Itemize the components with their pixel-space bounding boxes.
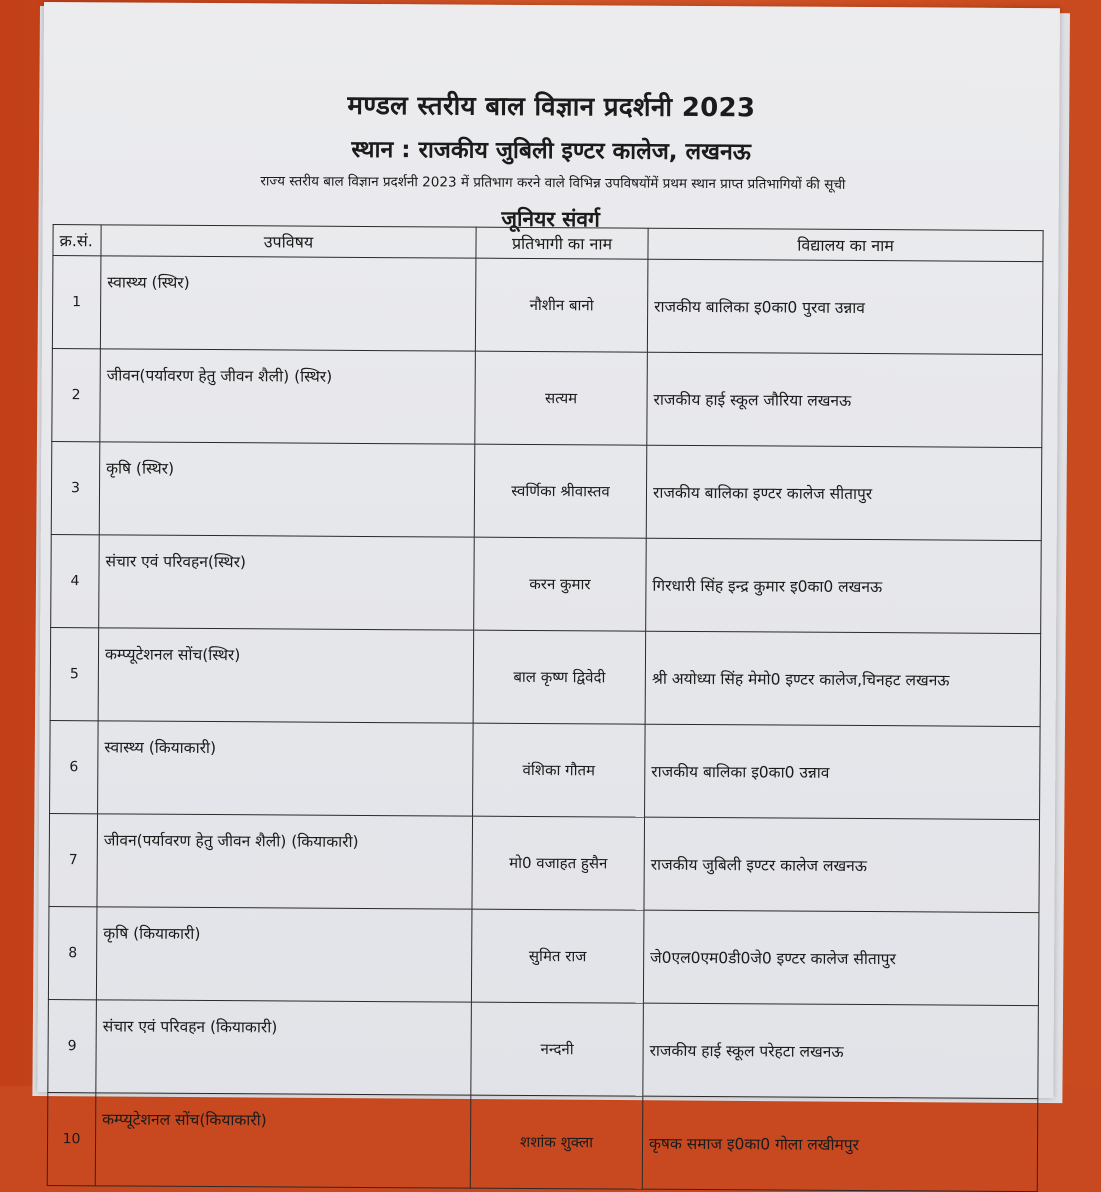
row-participant: करन कुमार: [474, 537, 647, 631]
row-participant: नन्दनी: [471, 1002, 644, 1096]
table-row: [52, 349, 1043, 448]
row-subtopic: स्वास्थ्य (स्थिर): [100, 256, 476, 351]
table-row: [51, 535, 1042, 634]
row-participant: स्वर्णिका श्रीवास्तव: [474, 444, 647, 538]
header-participant: प्रतिभागी का नाम: [476, 227, 648, 259]
table-row: [50, 628, 1041, 727]
row-sn: 5: [50, 628, 99, 721]
row-participant: सत्यम: [475, 351, 648, 445]
row-sn: 6: [50, 721, 99, 814]
table-body: [47, 256, 1043, 1192]
row-subtopic: कृषि (स्थिर): [99, 442, 475, 537]
row-sn: 7: [49, 814, 98, 907]
row-sn: 8: [48, 907, 97, 1000]
row-sn: 4: [51, 535, 100, 628]
document-subtitle: राज्य स्तरीय बाल विज्ञान प्रदर्शनी 2023 में प्रतिभाग करने वाले विभिन्न उपविषयोंमें प्रथम स्थान प्राप्त प्रतिभागियों की सूची: [260, 173, 846, 193]
row-subtopic: कम्प्यूटेशनल सोंच(स्थिर): [98, 628, 474, 723]
row-school: श्री अयोध्या सिंह मेमो0 इण्टर कालेज,चिनहट लखनऊ: [645, 631, 1041, 726]
table-row: [48, 907, 1039, 1006]
row-participant: सुमित राज: [471, 909, 644, 1003]
row-participant: वंशिका गौतम: [473, 723, 646, 817]
header-subtopic: उपविषय: [101, 225, 476, 258]
row-participant: बाल कृष्ण द्विवेदी: [473, 630, 646, 724]
table-row: [50, 721, 1041, 820]
row-school: कृषक समाज इ0का0 गोला लखीमपुर: [642, 1096, 1038, 1191]
row-school: जे0एल0एम0डी0जे0 इण्टर कालेज सीतापुर: [643, 910, 1039, 1005]
table-row: [52, 256, 1043, 355]
document-title: मण्डल स्तरीय बाल विज्ञान प्रदर्शनी 2023: [347, 90, 756, 124]
row-participant: मो0 वजाहत हुसैन: [472, 816, 645, 910]
header-sn: क्र.सं.: [53, 225, 101, 256]
venue-line: स्थान : राजकीय जुबिली इण्टर कालेज, लखनऊ: [351, 136, 751, 166]
table-row: [49, 814, 1040, 913]
row-subtopic: जीवन(पर्यावरण हेतु जीवन शैली) (कियाकारी): [97, 814, 473, 909]
row-school: राजकीय हाई स्कूल जौरिया लखनऊ: [647, 352, 1043, 447]
row-subtopic: जीवन(पर्यावरण हेतु जीवन शैली) (स्थिर): [100, 349, 476, 444]
row-sn: 9: [48, 1000, 97, 1093]
row-school: गिरधारी सिंह इन्द्र कुमार इ0का0 लखनऊ: [646, 538, 1042, 633]
document-sheet: [37, 2, 1060, 1154]
row-school: राजकीय बालिका इ0का0 उन्नाव: [645, 724, 1041, 819]
row-subtopic: संचार एवं परिवहन(स्थिर): [99, 535, 475, 630]
row-participant: शशांक शुक्ला: [470, 1095, 643, 1189]
row-sn: 2: [52, 349, 101, 442]
row-school: राजकीय बालिका इ0का0 पुरवा उन्नाव: [647, 259, 1043, 354]
row-sn: 10: [47, 1093, 96, 1186]
row-subtopic: स्वास्थ्य (कियाकारी): [98, 721, 474, 816]
table-row: [48, 1000, 1039, 1099]
row-school: राजकीय बालिका इण्टर कालेज सीतापुर: [646, 445, 1042, 540]
header-school: विद्यालय का नाम: [648, 228, 1043, 261]
table-row: [51, 442, 1042, 541]
category-heading: जूनियर संवर्ग: [501, 206, 600, 232]
table-row: [47, 1093, 1038, 1192]
row-school: राजकीय हाई स्कूल परेहटा लखनऊ: [643, 1003, 1039, 1098]
row-sn: 3: [51, 442, 100, 535]
row-subtopic: कम्प्यूटेशनल सोंच(कियाकारी): [95, 1093, 471, 1188]
row-subtopic: संचार एवं परिवहन (कियाकारी): [96, 1000, 472, 1095]
results-table: [47, 224, 1044, 1192]
row-subtopic: कृषि (कियाकारी): [96, 907, 472, 1002]
row-sn: 1: [52, 256, 101, 349]
row-participant: नौशीन बानो: [475, 258, 648, 352]
row-school: राजकीय जुबिली इण्टर कालेज लखनऊ: [644, 817, 1040, 912]
